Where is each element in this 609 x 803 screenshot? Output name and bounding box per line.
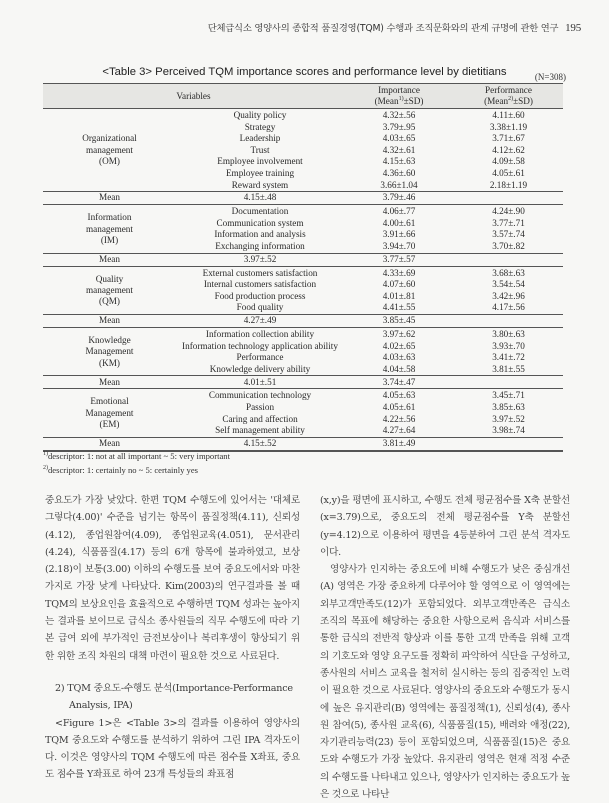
importance-cell: 4.05±.63: [382, 390, 416, 401]
importance-cell: 4.36±.60: [382, 168, 416, 179]
variable-cell: Reward system: [231, 179, 289, 190]
footnote-ref-2: 2): [508, 95, 514, 102]
section-heading-cont: Analysis, IPA): [69, 700, 133, 712]
performance-cell: 3.45±.71: [492, 390, 525, 401]
variable-cell: Strategy: [244, 121, 276, 132]
variable-cell: Knowledge delivery ability: [209, 363, 311, 374]
header-performance-mean: (Mean: [484, 96, 509, 106]
table-body: [43, 109, 563, 451]
category-label: management: [86, 285, 133, 296]
variable-cell: External customers satisfaction: [202, 267, 318, 278]
performance-cell: 3.71±.67: [492, 133, 525, 144]
performance-cell: 3.38±1.19: [489, 121, 528, 132]
header-variables: [43, 84, 344, 109]
category-label: Knowledge: [88, 334, 131, 345]
variable-cell: Information technology application ability: [182, 340, 338, 351]
importance-cell: 4.03±.63: [382, 352, 416, 363]
category-cell: [43, 266, 176, 314]
performance-cell: 3.81±.55: [492, 363, 525, 374]
variable-cell: Food quality: [236, 302, 284, 313]
table-caption: <Table 3> Perceived TQM importance scores and performance level by dietitians: [102, 66, 507, 78]
header-importance-sd: ±SD): [403, 96, 424, 106]
variable-cell: Documentation: [231, 206, 289, 217]
mean-row: [43, 376, 563, 389]
variable-cell: Internal customers satisfaction: [203, 279, 317, 290]
mean-importance-cell: 3.97±.52: [176, 253, 344, 266]
performance-cell: 3.97±.52: [492, 413, 525, 424]
table-row: [43, 266, 563, 279]
variable-cell: Trust: [250, 144, 270, 155]
performance-cell: 3.57±.74: [492, 229, 525, 240]
paragraph: (x,y)을 평면에 표시하고, 수행도 전체 평균점수를 X축 분할선(x=3.79)으로, 중요도의 전체 평균점수를 Y축 분할선(y=4.12)으로 이용하여 평면을 4등분하여 그린 분석 격자도이다.: [320, 495, 570, 558]
category-label: Management: [85, 407, 134, 418]
footnote-1-marker: 1): [43, 451, 48, 458]
table-row: [43, 327, 563, 340]
variable-cell: Performance: [236, 352, 284, 363]
category-label: management: [86, 223, 133, 234]
mean-label: Mean: [43, 192, 176, 205]
variable-cell: Communication technology: [208, 390, 312, 401]
importance-cell: 4.33±.69: [382, 267, 416, 278]
mean-importance-cell: 4.27±.49: [176, 314, 344, 327]
mean-row: [43, 314, 563, 327]
header-importance-mean: (Mean: [374, 96, 399, 106]
performance-cell: 4.11±.60: [492, 110, 525, 121]
importance-cell: 4.05±.61: [382, 401, 416, 412]
importance-cell: 4.04±.58: [382, 363, 416, 374]
variable-cell: Self management ability: [215, 425, 305, 436]
importance-cell: 4.02±.65: [382, 340, 416, 351]
header-performance: [454, 84, 563, 109]
performance-cell: 3.68±.63: [492, 267, 525, 278]
performance-cell: 4.05±.61: [492, 168, 525, 179]
category-label: Information: [87, 212, 132, 223]
footnote-ref-1: 1): [398, 95, 404, 102]
performance-cell: 4.24±.90: [492, 206, 525, 217]
variable-cell: Quality policy: [233, 110, 287, 121]
importance-cell: 3.79±.95: [382, 121, 416, 132]
importance-cell: 3.97±.62: [382, 329, 416, 339]
header-performance-label: Performance: [485, 85, 532, 95]
category-label: (IM): [100, 235, 119, 246]
mean-importance-cell: 4.15±.48: [176, 192, 344, 205]
mean-performance-cell: 3.81±.49: [344, 437, 454, 451]
performance-cell: 4.09±.58: [492, 156, 525, 167]
mean-importance-cell: 4.15±.52: [176, 437, 344, 451]
category-cell: [43, 327, 176, 375]
table-header-row: [43, 84, 563, 109]
category-cell: [43, 109, 176, 192]
mean-performance-cell: 3.79±.46: [344, 192, 454, 205]
variable-cell: Passion: [245, 401, 275, 412]
importance-cell: 4.32±.61: [382, 144, 416, 155]
mean-importance-cell: 4.01±.51: [176, 376, 344, 389]
importance-cell: 3.91±.66: [382, 229, 416, 240]
mean-label: Mean: [43, 376, 176, 389]
variable-cell: Communication system: [216, 217, 304, 228]
footnote-1-text: descriptor: 1: not at all important ~ 5: very important: [48, 451, 230, 461]
tqm-table: [43, 83, 563, 452]
paragraph: 중요도가 가장 낮았다. 한편 TQM 수행도에 있어서는 '대체로 그렇다(4.00)' 수준을 넘기는 항목이 품질정책(4.11), 신뢰성(4.12), 종업원참여(4.09), 종업원교육(4.051), 문서관리(4.24), 식품품질(4.17) 등의 6개 항목에 불과하였고, 보상(2.18)이 보통(3.00) 이하의 수행도를 보여 중요도에서와 마찬가지로 가장 낮게 나타났다. Kim(2003)의 연구결과를 볼 때 TQM의 보상요인을 효율적으로 수행하면 TQM 성과는 높아지는 결과를 보이므로 급식소 종사원들의 직무 수행도에 따라 기본 급여 외에 부가적인 금전보상이나 복리후생이 향상되기 위한 위한 조직 차원의 대책 마련이 필요한 것으로 사료된다.: [45, 495, 300, 662]
mean-label: Mean: [43, 314, 176, 327]
category-label: Quality: [95, 273, 124, 284]
mean-performance-cell: 3.74±.47: [344, 376, 454, 389]
category-cell: [43, 205, 176, 253]
variable-cell: Food production process: [214, 290, 306, 301]
mean-label: Mean: [43, 437, 176, 451]
footnote-2: [43, 463, 230, 477]
category-label: Management: [85, 346, 134, 357]
running-header: [208, 20, 581, 34]
running-header-title: 단체급식소 영양사의 종합적 품질경영(TQM) 수행과 조직문화와의 관계 규명에 관한 연구: [207, 23, 559, 34]
importance-cell: 4.27±.64: [382, 425, 416, 436]
empty-cell: [454, 437, 563, 451]
performance-cell: 3.70±.82: [492, 241, 525, 252]
performance-cell: 3.41±.72: [492, 352, 525, 363]
variable-cell: Leadership: [239, 133, 281, 144]
importance-cell: 4.07±.60: [382, 279, 416, 290]
variable-cell: Exchanging information: [215, 241, 305, 252]
mean-row: [43, 192, 563, 205]
header-performance-sd: ±SD): [513, 96, 533, 106]
body-column-right: [320, 492, 570, 803]
sample-size-label: (N=308): [534, 72, 566, 82]
performance-cell: 3.85±.63: [492, 401, 525, 412]
table-footnotes: [43, 449, 230, 477]
table-row: [43, 109, 563, 122]
header-variables-label: Variables: [176, 90, 211, 101]
category-label: (KM): [99, 357, 120, 368]
importance-cell: 4.06±.77: [382, 206, 416, 217]
importance-cell: 3.94±.70: [382, 241, 416, 252]
mean-performance-cell: 3.85±.45: [344, 314, 454, 327]
importance-cell: 4.03±.65: [382, 133, 416, 144]
header-importance-label: Importance: [378, 85, 420, 95]
empty-cell: [454, 376, 563, 389]
performance-cell: 4.12±.62: [492, 144, 525, 155]
importance-cell: 4.01±.81: [382, 290, 416, 301]
performance-cell: 3.98±.74: [492, 425, 525, 436]
importance-cell: 4.15±.63: [382, 156, 416, 167]
performance-cell: 4.17±.56: [492, 302, 525, 313]
mean-performance-cell: 3.77±.57: [344, 253, 454, 266]
importance-cell: 4.22±.56: [382, 413, 416, 424]
section-heading: 2) TQM 중요도-수행도 분석(Importance-Performance: [55, 682, 293, 694]
table-row: [43, 389, 563, 402]
importance-cell: 4.41±.55: [382, 302, 416, 313]
variable-cell: Employee involvement: [217, 156, 303, 167]
category-label: (QM): [99, 296, 120, 307]
category-label: (OM): [99, 156, 120, 167]
variable-cell: Information collection ability: [205, 329, 315, 339]
performance-cell: 3.54±.54: [492, 279, 525, 290]
paragraph: <Figure 1>은 <Table 3>의 결과를 이용하여 영양사의 TQM 중요도와 수행도를 분석하기 위하여 그린 IPA 격자도이다. 이것은 영양사의 TQM 수행도에 따른 점수를 X좌표, 중요도 점수를 Y좌표로 하여 23개 특성들의 좌표점: [45, 717, 300, 781]
variable-cell: Employee training: [225, 168, 295, 179]
mean-label: Mean: [43, 253, 176, 266]
empty-cell: [454, 192, 563, 205]
category-label: (EM): [99, 419, 120, 430]
importance-cell: 3.66±1.04: [380, 179, 418, 190]
footnote-1: [43, 449, 230, 463]
category-label: Organizational: [82, 133, 137, 144]
performance-cell: 3.80±.63: [492, 329, 525, 339]
performance-cell: 3.77±.71: [492, 217, 525, 228]
variable-cell: Caring and affection: [222, 413, 298, 424]
category-label: Emotional: [90, 396, 129, 407]
mean-row: [43, 253, 563, 266]
category-label: management: [86, 144, 133, 155]
spacer: [45, 665, 300, 680]
empty-cell: [454, 253, 563, 266]
footnote-2-text: descriptor: 1: certainly no ~ 5: certainly yes: [48, 465, 198, 475]
category-cell: [43, 389, 176, 437]
performance-cell: 3.42±.96: [492, 290, 525, 301]
importance-cell: 4.32±.56: [382, 110, 416, 121]
performance-cell: 3.93±.70: [492, 340, 525, 351]
table-row: [43, 205, 563, 218]
paragraph: 영양사가 인지하는 중요도에 비해 수행도가 낮은 중심개선(A) 영역은 가장 중요하게 다루어야 할 영역으로 이 영역에는 외부고객만족도(12)가 포함되었다. 외부고객만족은 급식소 조직의 목표에 해당하는 중요한 사항으로써 음식과 서비스를 통한 급식의 전반적 향상과 이를 통한 고객 만족을 위해 고객의 기호도와 영양 요구도를 정확히 파악하여 식단을 구성하고, 종사원의 서비스 교육을 철저히 실시하는 등의 집중적인 노력이 필요한 것으로 사료된다. 영양사의 중요도와 수행도가 동시에 높은 유지관리(B) 영역에는 품질정책(1), 신뢰성(4), 종사원 참여(5), 종사원 교육(6), 식품품질(15), 배려와 애정(22), 자기관리능력(23) 등이 포함되었으며, 식품품질(15)은 중요도와 수행도가 가장 높았다. 유지관리 영역은 현재 적정 수준의 수행도를 나타내고 있으나, 영양사가 인지하는 중요도가 높은 것으로 나타난: [320, 564, 570, 801]
page-number: 195: [565, 22, 581, 34]
body-column-left: [45, 492, 300, 784]
footnote-2-marker: 2): [43, 465, 48, 472]
header-importance: [344, 84, 454, 109]
importance-cell: 4.00±.61: [382, 217, 416, 228]
variable-cell: Information and analysis: [214, 229, 306, 240]
performance-cell: 2.18±1.19: [489, 179, 528, 190]
empty-cell: [454, 314, 563, 327]
